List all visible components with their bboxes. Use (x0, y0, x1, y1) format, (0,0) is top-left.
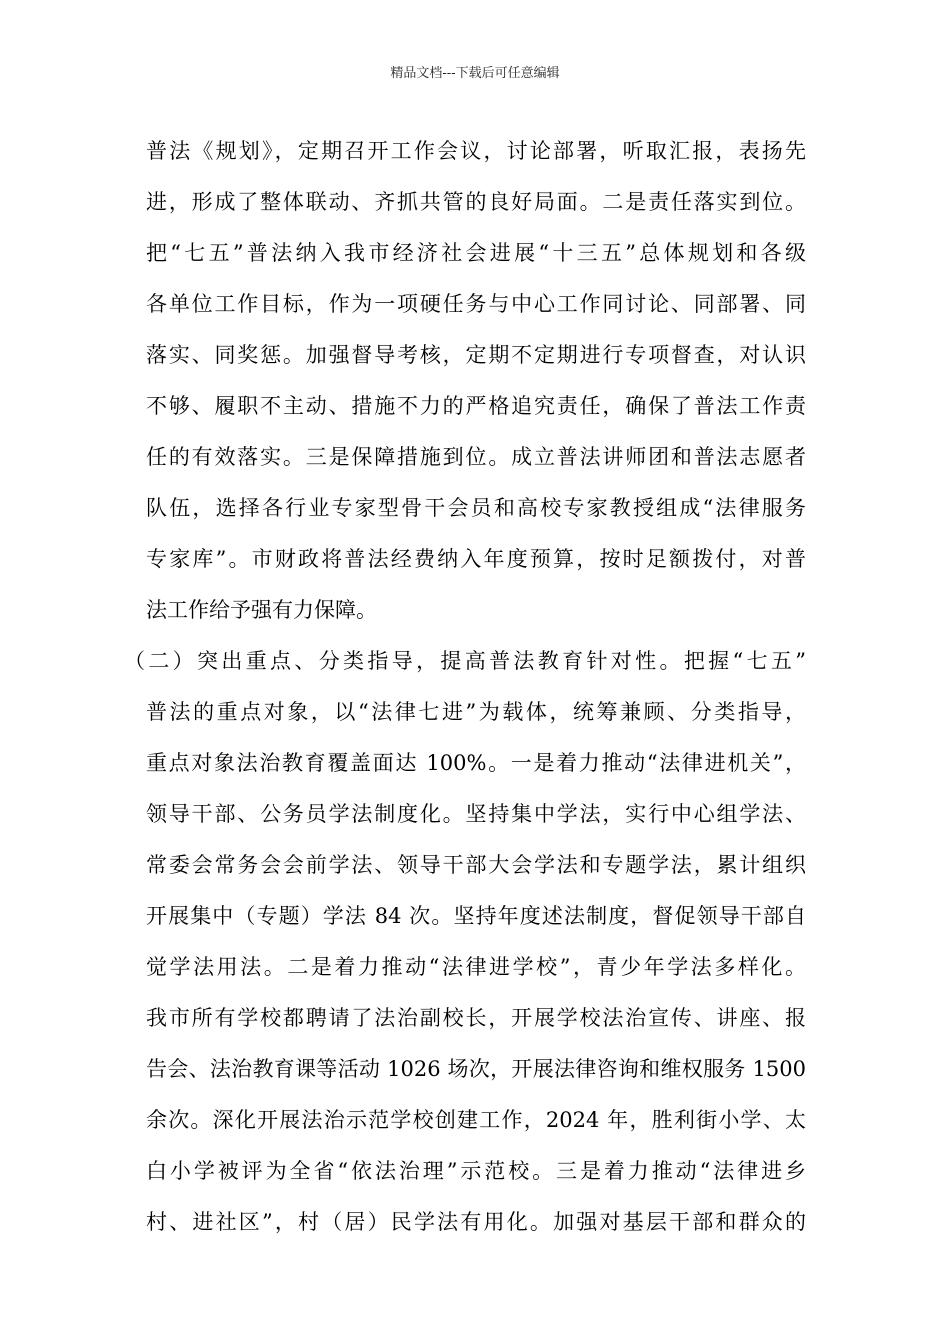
text-line: 开展集中（专题）学法 84 次。坚持年度述法制度，督促领导干部自 (146, 904, 806, 928)
text-line: 落实、同奖惩。加强督导考核，定期不定期进行专项督查，对认识 (146, 343, 806, 367)
text-line: 把“七五”普法纳入我市经济社会进展“十三五”总体规划和各级 (146, 241, 806, 265)
document-body (124, 126, 806, 1248)
text-line: 我市所有学校都聘请了法治副校长，开展学校法治宣传、讲座、报 (146, 1006, 806, 1030)
text-line: 各单位工作目标，作为一项硬任务与中心工作同讨论、同部署、同 (146, 292, 806, 316)
text-line: 队伍，选择各行业专家型骨干会员和高校专家教授组成“法律服务 (146, 496, 806, 520)
text-line: 重点对象法治教育覆盖面达 100%。一是着力推动“法律进机关”， (146, 751, 806, 775)
text-line: 专家库”。市财政将普法经费纳入年度预算，按时足额拨付，对普 (146, 547, 806, 571)
text-line: 余次。深化开展法治示范学校创建工作，2024 年，胜利街小学、太 (146, 1108, 806, 1132)
text-line: 不够、履职不主动、措施不力的严格追究责任，确保了普法工作责 (146, 394, 806, 418)
text-line: 法工作给予强有力保障。 (146, 598, 377, 622)
paragraph-heading-line: （二）突出重点、分类指导，提高普法教育针对性。把握“七五” (124, 649, 806, 673)
text-line: 普法的重点对象，以“法律七进”为载体，统筹兼顾、分类指导， (146, 700, 806, 724)
text-line: 普法《规划》，定期召开工作会议，讨论部署，听取汇报，表扬先 (146, 139, 806, 163)
text-line: 常委会常务会会前学法、领导干部大会学法和专题学法，累计组织 (146, 853, 806, 877)
text-line: 觉学法用法。二是着力推动“法律进学校”，青少年学法多样化。 (146, 955, 806, 979)
text-line: 村、进社区”，村（居）民学法有用化。加强对基层干部和群众的 (146, 1210, 806, 1234)
text-line: 白小学被评为全省“依法治理”示范校。三是着力推动“法律进乡 (146, 1159, 806, 1183)
text-line: 告会、法治教育课等活动 1026 场次，开展法律咨询和维权服务 1500 (146, 1057, 806, 1081)
text-line: 进，形成了整体联动、齐抓共管的良好局面。二是责任落实到位。 (146, 190, 806, 214)
page-header: 精品文档---下载后可任意编辑 (390, 66, 560, 81)
text-line: 任的有效落实。三是保障措施到位。成立普法讲师团和普法志愿者 (146, 445, 806, 469)
text-line: 领导干部、公务员学法制度化。坚持集中学法，实行中心组学法、 (146, 802, 806, 826)
